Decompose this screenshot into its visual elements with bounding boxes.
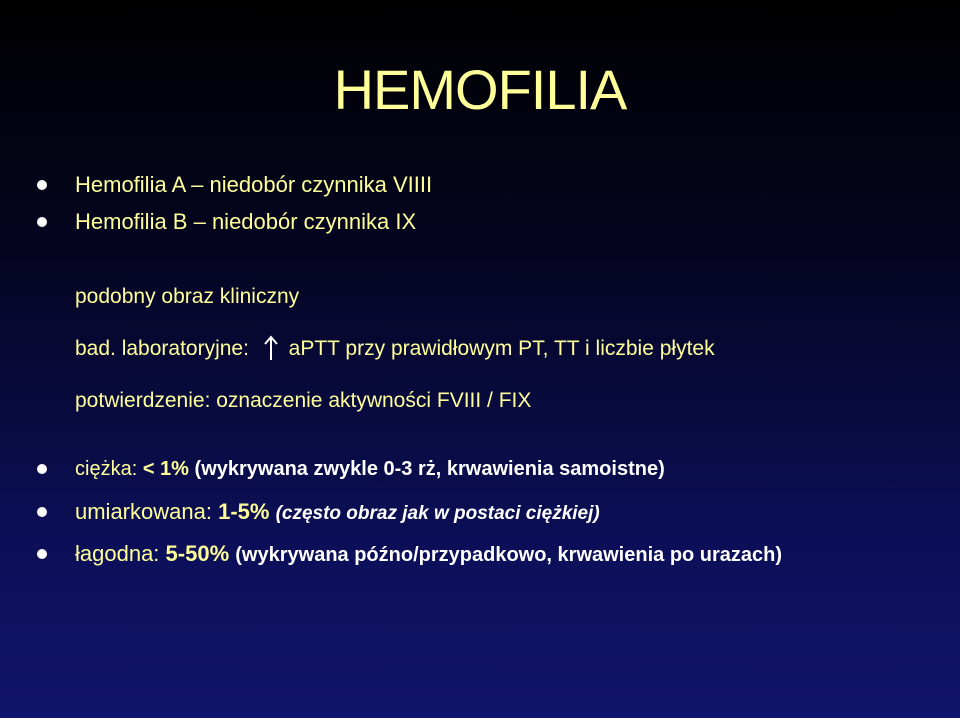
severity-value: < 1% <box>142 458 189 480</box>
hemophilia-b-item: Hemofilia B – niedobór czynnika IX <box>75 209 417 234</box>
lab-tests-line <box>75 335 715 363</box>
severity-label: umiarkowana: <box>75 499 212 524</box>
clinical-picture-text: podobny obraz kliniczny <box>75 285 300 308</box>
severity-mild-item <box>75 540 782 569</box>
bullet-icon <box>37 180 47 190</box>
severity-note: (często obraz jak w postaci ciężkiej) <box>275 503 600 524</box>
bullet-icon <box>37 549 47 559</box>
severity-severe-item <box>75 455 665 483</box>
slide-title: HEMOFILIA <box>333 58 627 121</box>
lab-tests-values: aPTT przy prawidłowym PT, TT i liczbie płytek <box>288 337 715 360</box>
bullet-icon <box>37 507 47 517</box>
hemophilia-a-item: Hemofilia A – niedobór czynnika VIIII <box>75 172 433 197</box>
confirmation-text: potwierdzenie: oznaczenie aktywności FVIII / FIX <box>75 389 532 412</box>
severity-moderate-item <box>75 498 600 528</box>
severity-note: (wykrywana zwykle 0-3 rż, krwawienia samoistne) <box>194 458 665 480</box>
up-arrow-icon <box>261 335 281 361</box>
bullet-icon <box>37 464 47 474</box>
severity-label: łagodna: <box>75 541 160 566</box>
severity-value: 5-50% <box>165 541 230 566</box>
severity-value: 1-5% <box>218 499 270 524</box>
severity-note: (wykrywana późno/przypadkowo, krwawienia po urazach) <box>235 544 783 566</box>
bullet-icon <box>37 217 47 227</box>
severity-label: ciężka: <box>75 458 138 480</box>
lab-tests-label: bad. laboratoryjne: <box>75 337 249 360</box>
